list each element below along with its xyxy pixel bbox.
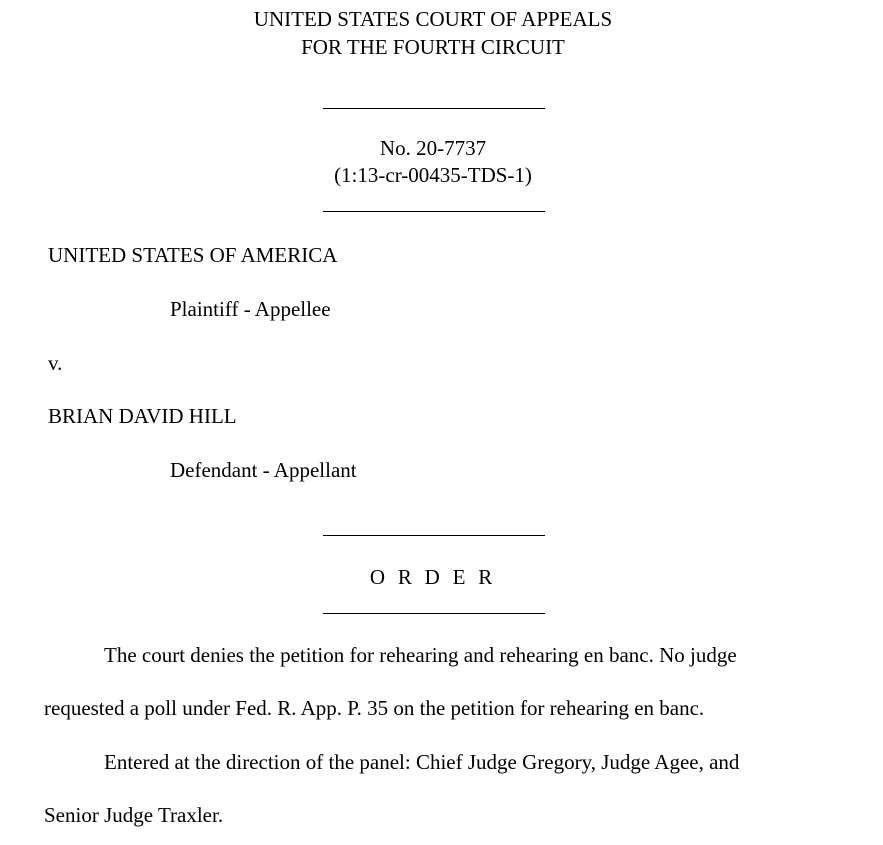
versus: v. xyxy=(48,351,63,375)
divider-case xyxy=(323,211,545,212)
divider-order xyxy=(323,613,545,614)
court-name-line1: UNITED STATES COURT OF APPEALS xyxy=(253,7,613,31)
order-paragraph2-line2: Senior Judge Traxler. xyxy=(44,803,224,827)
defendant-name: BRIAN DAVID HILL xyxy=(48,404,237,428)
order-paragraph1-line2: requested a poll under Fed. R. App. P. 35 on the petition for rehearing en banc. xyxy=(44,696,705,720)
order-paragraph2-line1: Entered at the direction of the panel: Chief Judge Gregory, Judge Agee, and xyxy=(104,750,740,774)
divider-top xyxy=(323,108,545,109)
order-paragraph1-line1: The court denies the petition for rehearing and rehearing en banc. No judge xyxy=(104,643,737,667)
divider-parties xyxy=(323,535,545,536)
defendant-role: Defendant - Appellant xyxy=(170,458,357,482)
court-name-line2: FOR THE FOURTH CIRCUIT xyxy=(301,35,565,59)
lower-court-number: (1:13-cr-00435-TDS-1) xyxy=(334,163,532,187)
case-number: No. 20-7737 xyxy=(379,136,487,160)
plaintiff-name: UNITED STATES OF AMERICA xyxy=(48,243,338,267)
plaintiff-role: Plaintiff - Appellee xyxy=(170,297,331,321)
order-title: O R D E R xyxy=(369,565,497,589)
